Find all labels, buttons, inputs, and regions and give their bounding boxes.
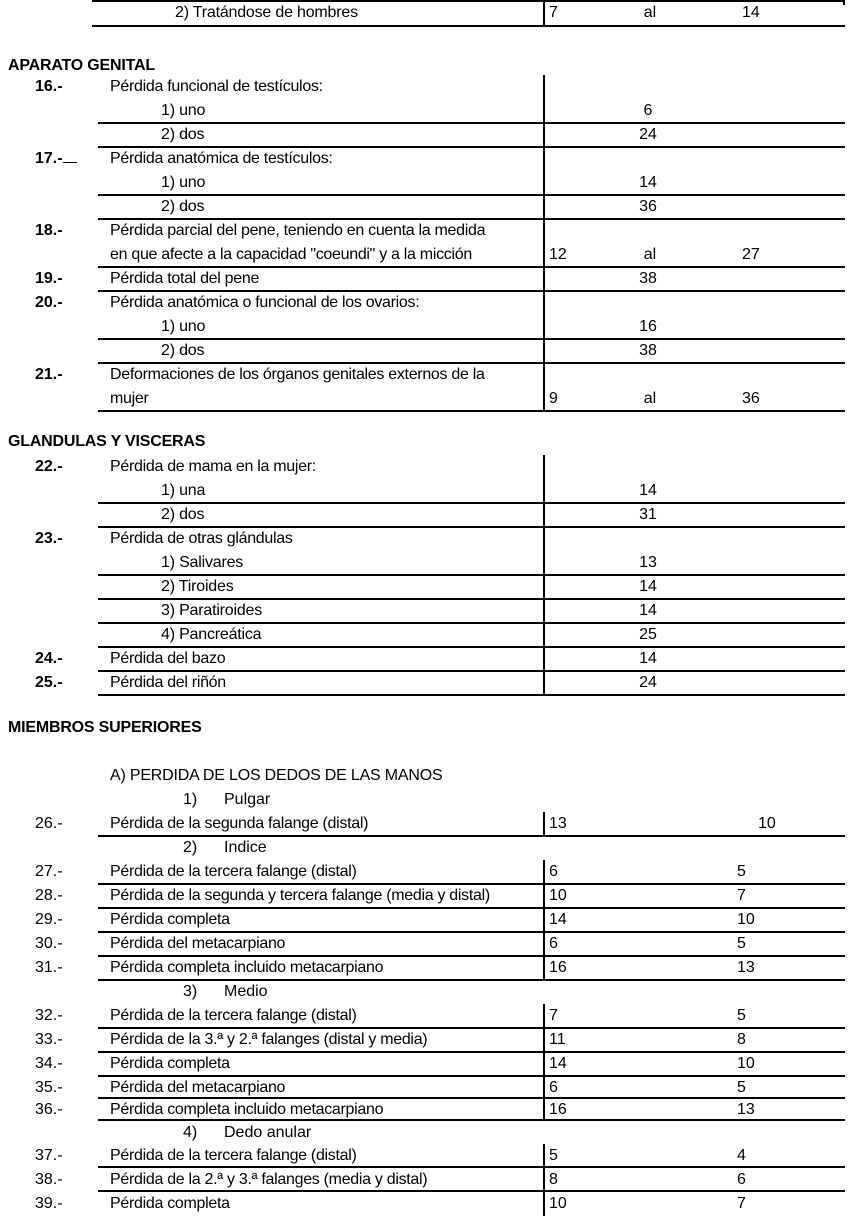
underline-mark [63, 148, 77, 163]
sub-item: 1) uno [161, 174, 206, 191]
table-row [0, 1168, 861, 1192]
item-number: 24.- [35, 650, 63, 667]
item-description: Pérdida completa [110, 1055, 230, 1072]
item-number: 27.- [35, 863, 63, 880]
item-value: 14 [639, 174, 657, 191]
item-description: Pérdida de la segunda falange (distal) [110, 815, 369, 832]
item-description: Pérdida de la 2.ª y 3.ª falanges (media y distal) [110, 1171, 428, 1188]
value-max: 36 [742, 390, 760, 407]
item-number: 18.- [35, 222, 63, 239]
finger-name: Indice [224, 839, 267, 856]
value-col1: 14 [549, 1055, 567, 1072]
value-col1: 16 [549, 1101, 567, 1118]
table-rule [543, 455, 545, 695]
value-col1: 13 [549, 815, 567, 832]
item-description: Pérdida anatómica de testículos: [110, 150, 333, 167]
table-row [0, 219, 861, 243]
value-col1: 8 [549, 1171, 558, 1188]
value-col2: 6 [737, 1171, 746, 1188]
value-col1: 6 [549, 935, 558, 952]
table-rule [92, 25, 845, 27]
item-number: 21.- [35, 366, 63, 383]
finger-number: 1) [183, 791, 198, 808]
item-description: 2) Tratándose de hombres [175, 4, 358, 21]
item-number: 39.- [35, 1195, 63, 1212]
item-description: Pérdida de la 3.ª y 2.ª falanges (distal y media) [110, 1031, 428, 1048]
table-row [0, 551, 861, 575]
value-col2: 5 [737, 863, 746, 880]
sub-item: 1) Salivares [161, 554, 244, 571]
finger-number: 4) [183, 1124, 198, 1141]
value-col1: 10 [549, 1195, 567, 1212]
table-rule [98, 410, 845, 412]
item-value: 13 [639, 554, 657, 571]
table-row [0, 575, 861, 599]
value-col1: 10 [549, 887, 567, 904]
table-rule [543, 1004, 545, 1119]
table-row [0, 1052, 861, 1076]
table-row [0, 1144, 861, 1168]
value-col2: 4 [737, 1147, 746, 1164]
table-row [0, 455, 861, 479]
section-title: GLANDULAS Y VISCERAS [8, 433, 206, 450]
item-description: Deformaciones de los órganos genitales externos de la [110, 366, 485, 383]
table-rule [543, 860, 545, 979]
item-value: 14 [639, 482, 657, 499]
table-row [0, 932, 861, 956]
table-rule [543, 75, 545, 411]
value-min: 7 [549, 4, 558, 21]
item-description: Pérdida funcional de testículos: [110, 78, 323, 95]
table-row [0, 267, 861, 291]
value-col2: 13 [737, 1101, 755, 1118]
range-word: al [643, 390, 657, 407]
finger-name: Pulgar [224, 791, 271, 808]
value-col1: 14 [549, 911, 567, 928]
sub-item: 1) uno [161, 318, 206, 335]
table-row [0, 99, 861, 123]
table-row [0, 1, 861, 25]
item-description: Pérdida completa [110, 1195, 230, 1212]
table-row [0, 623, 861, 647]
item-description: Pérdida de mama en la mujer: [110, 458, 316, 475]
item-description: Pérdida completa incluido metacarpiano [110, 959, 384, 976]
item-description: Pérdida de la tercera falange (distal) [110, 863, 357, 880]
table-row [0, 1028, 861, 1052]
item-description: Pérdida de la tercera falange (distal) [110, 1007, 357, 1024]
table-rule [543, 0, 545, 25]
table-row [0, 599, 861, 623]
item-value: 25 [639, 626, 657, 643]
item-description: Pérdida de la tercera falange (distal) [110, 1147, 357, 1164]
finger-heading [0, 788, 861, 812]
value-col1: 6 [549, 1079, 558, 1096]
item-value: 31 [639, 506, 657, 523]
item-number: 38.- [35, 1171, 63, 1188]
item-number: 36.- [35, 1101, 63, 1118]
table-row [0, 339, 861, 363]
sub-item: 1) una [161, 482, 206, 499]
item-value: 14 [639, 650, 657, 667]
table-row [0, 147, 861, 171]
table-row [0, 860, 861, 884]
table-row [0, 75, 861, 99]
range-word: al [643, 4, 657, 21]
value-min: 12 [549, 246, 567, 263]
item-description: Pérdida del metacarpiano [110, 1079, 286, 1096]
item-number: 19.- [35, 270, 63, 287]
value-col1: 5 [549, 1147, 558, 1164]
item-value: 38 [639, 270, 657, 287]
item-number: 26.- [35, 815, 63, 832]
value-col2: 7 [737, 887, 746, 904]
item-number: 28.- [35, 887, 63, 904]
item-description: Pérdida de otras glándulas [110, 530, 293, 547]
item-number: 22.- [35, 458, 63, 475]
item-value: 24 [639, 126, 657, 143]
item-number: 35.- [35, 1079, 63, 1096]
item-value: 6 [643, 102, 653, 119]
table-row [0, 884, 861, 908]
value-col1: 7 [549, 1007, 558, 1024]
finger-heading [0, 836, 861, 860]
item-description: Pérdida del bazo [110, 650, 226, 667]
item-value: 14 [639, 602, 657, 619]
value-col2: 5 [737, 935, 746, 952]
sub-item: 4) Pancreática [161, 626, 262, 643]
table-row [0, 671, 861, 695]
sub-item: 2) dos [161, 342, 205, 359]
item-description: Pérdida total del pene [110, 270, 260, 287]
item-number: 32.- [35, 1007, 63, 1024]
sub-item: 2) dos [161, 198, 205, 215]
item-description: Pérdida anatómica o funcional de los ovarios: [110, 294, 420, 311]
table-row [0, 956, 861, 980]
table-row [0, 387, 861, 411]
sub-item: 1) uno [161, 102, 206, 119]
value-col1: 6 [549, 863, 558, 880]
table-row [0, 315, 861, 339]
item-number: 34.- [35, 1055, 63, 1072]
item-number: 37.- [35, 1147, 63, 1164]
table-row [0, 243, 861, 267]
table-row [0, 647, 861, 671]
item-value: 14 [639, 578, 657, 595]
finger-number: 2) [183, 839, 198, 856]
value-col2: 5 [737, 1079, 746, 1096]
item-number: 17.- [35, 147, 77, 171]
table-row [0, 503, 861, 527]
item-number: 16.- [35, 78, 63, 95]
table-rule [543, 812, 545, 835]
table-row [0, 1192, 861, 1216]
table-row [0, 363, 861, 387]
table-row [0, 527, 861, 551]
table-row [0, 1004, 861, 1028]
value-col2: 10 [737, 911, 755, 928]
finger-number: 3) [183, 983, 198, 1000]
item-description: Pérdida completa incluido metacarpiano [110, 1101, 384, 1118]
sub-item: 2) dos [161, 126, 205, 143]
value-min: 9 [549, 390, 558, 407]
value-col2: 8 [737, 1031, 746, 1048]
value-col1: 11 [549, 1031, 566, 1048]
subsection-title: A) PERDIDA DE LOS DEDOS DE LAS MANOS [110, 767, 443, 784]
item-number: 20.- [35, 294, 63, 311]
table-row [0, 123, 861, 147]
item-value: 38 [639, 342, 657, 359]
item-number: 31.- [35, 959, 63, 976]
item-number: 25.- [35, 674, 63, 691]
sub-item: 3) Paratiroides [161, 602, 263, 619]
sub-item: 2) Tiroides [161, 578, 234, 595]
table-row [0, 171, 861, 195]
sub-item: 2) dos [161, 506, 205, 523]
item-description: Pérdida del riñón [110, 674, 226, 691]
item-number: 29.- [35, 911, 63, 928]
table-row [0, 908, 861, 932]
item-description: Pérdida parcial del pene, teniendo en cuenta la medida [110, 222, 486, 239]
value-col2: 5 [737, 1007, 746, 1024]
table-row [0, 479, 861, 503]
item-value: 24 [639, 674, 657, 691]
item-description: Pérdida del metacarpiano [110, 935, 286, 952]
item-description: Pérdida de la segunda y tercera falange (media y distal) [110, 887, 490, 904]
finger-name: Medio [224, 983, 268, 1000]
section-title: MIEMBROS SUPERIORES [8, 719, 202, 736]
table-row [0, 291, 861, 315]
section-title: APARATO GENITAL [8, 57, 155, 74]
value-col1: 16 [549, 959, 567, 976]
value-max: 14 [742, 4, 760, 21]
value-col2: 7 [737, 1195, 746, 1212]
table-rule [543, 1144, 545, 1216]
table-row [0, 812, 861, 836]
value-col2: 10 [758, 815, 776, 832]
value-max: 27 [742, 246, 760, 263]
finger-heading [0, 1121, 861, 1145]
item-value: 16 [639, 318, 657, 335]
value-col2: 10 [737, 1055, 755, 1072]
item-number: 33.- [35, 1031, 63, 1048]
item-description: en que afecte a la capacidad "coeundi" y a la micción [110, 246, 472, 263]
range-word: al [643, 246, 657, 263]
finger-heading [0, 980, 861, 1004]
table-row [0, 195, 861, 219]
item-number: 23.- [35, 530, 63, 547]
finger-name: Dedo anular [224, 1124, 312, 1141]
item-number: 30.- [35, 935, 63, 952]
item-description: Pérdida completa [110, 911, 230, 928]
item-description: mujer [110, 390, 149, 407]
item-value: 36 [639, 198, 657, 215]
value-col2: 13 [737, 959, 755, 976]
table-rule [98, 694, 845, 696]
